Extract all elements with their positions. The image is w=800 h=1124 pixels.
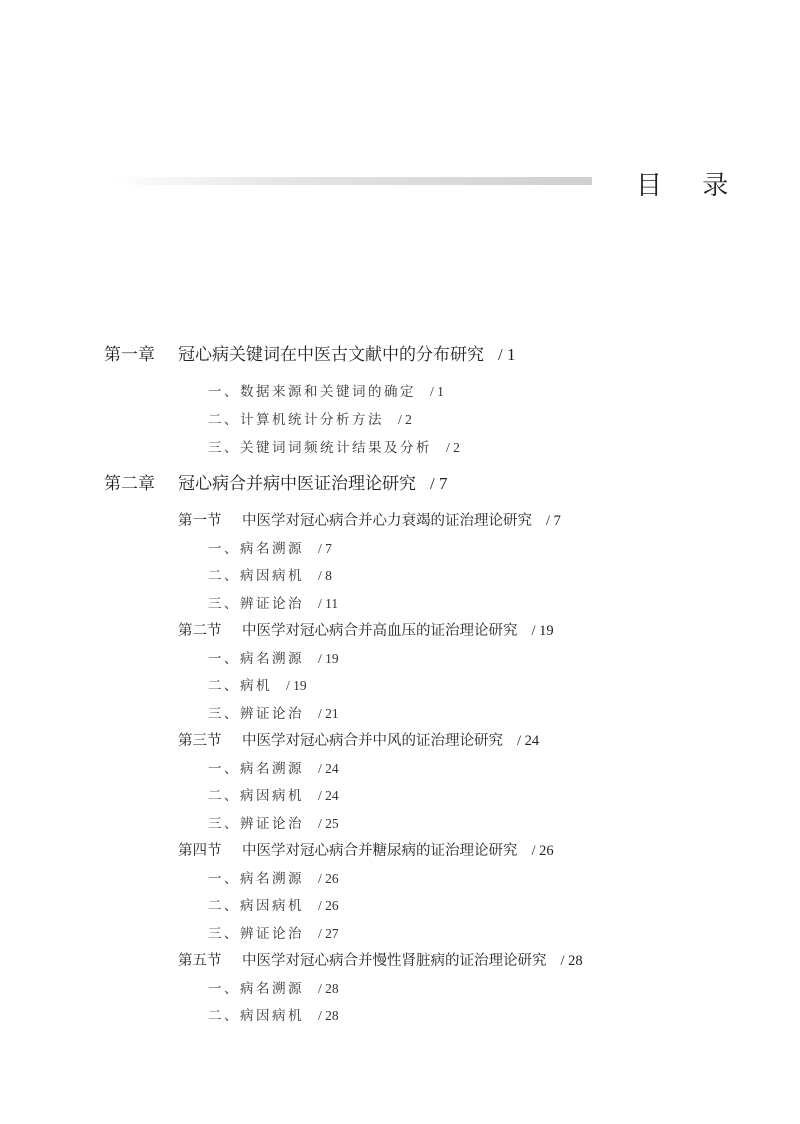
item-title: 二、计算机统计分析方法 xyxy=(208,412,384,428)
page-number: / 27 xyxy=(318,926,339,941)
item-title: 一、数据来源和关键词的确定 xyxy=(208,384,416,400)
toc-section-entry[interactable] xyxy=(178,949,583,970)
item-title: 三、辨证论治 xyxy=(208,596,304,612)
page-number: / 7 xyxy=(430,474,448,493)
section-title: 中医学对冠心病合并糖尿病的证治理论研究 xyxy=(242,843,518,859)
toc-item-entry[interactable] xyxy=(208,757,339,777)
toc-section-entry[interactable] xyxy=(178,619,554,640)
title-decorative-bar xyxy=(108,177,592,185)
page-number: / 26 xyxy=(531,843,554,859)
chapter-title: 冠心病合并病中医证治理论研究 xyxy=(178,474,416,494)
toc-item-entry[interactable] xyxy=(208,436,460,456)
toc-section-entry[interactable] xyxy=(178,509,561,530)
item-title: 一、病名溯源 xyxy=(208,541,304,557)
page-number: / 28 xyxy=(318,981,339,996)
page-number: / 7 xyxy=(546,513,561,529)
item-title: 一、病名溯源 xyxy=(208,761,304,777)
page-number: / 28 xyxy=(560,953,583,969)
section-title: 中医学对冠心病合并中风的证治理论研究 xyxy=(242,733,503,749)
page-number: / 24 xyxy=(318,761,339,776)
item-title: 二、病因病机 xyxy=(208,568,304,584)
toc-section-entry[interactable] xyxy=(178,839,554,860)
chapter-number: 第一章 xyxy=(104,345,155,365)
toc-item-entry[interactable] xyxy=(208,380,444,400)
section-title: 中医学对冠心病合并心力衰竭的证治理论研究 xyxy=(242,513,532,529)
toc-item-entry[interactable] xyxy=(208,894,339,914)
toc-item-entry[interactable] xyxy=(208,592,338,612)
toc-item-entry[interactable] xyxy=(208,702,339,722)
item-title: 三、辨证论治 xyxy=(208,926,304,942)
toc-item-entry[interactable] xyxy=(208,977,339,997)
section-title: 中医学对冠心病合并高血压的证治理论研究 xyxy=(242,623,518,639)
item-title: 三、辨证论治 xyxy=(208,706,304,722)
item-title: 二、病因病机 xyxy=(208,1008,304,1024)
section-number: 第一节 xyxy=(178,513,222,529)
section-title: 中医学对冠心病合并慢性肾脏病的证治理论研究 xyxy=(242,953,547,969)
item-title: 一、病名溯源 xyxy=(208,981,304,997)
item-title: 三、关键词词频统计结果及分析 xyxy=(208,440,432,456)
page-number: / 11 xyxy=(318,596,339,611)
toc-chapter-entry[interactable] xyxy=(104,469,447,494)
toc-item-entry[interactable] xyxy=(208,922,339,942)
page-number: / 26 xyxy=(318,871,339,886)
toc-item-entry[interactable] xyxy=(208,408,412,428)
page-number: / 19 xyxy=(531,623,554,639)
toc-item-entry[interactable] xyxy=(208,867,339,887)
item-title: 一、病名溯源 xyxy=(208,871,304,887)
page-number: / 24 xyxy=(318,788,339,803)
page-number: / 19 xyxy=(286,678,307,693)
toc-chapter-entry[interactable] xyxy=(104,340,515,365)
toc-item-entry[interactable] xyxy=(208,647,339,667)
page-number: / 25 xyxy=(318,816,339,831)
page-number: / 24 xyxy=(517,733,540,749)
page-title: 目 录 xyxy=(636,171,745,201)
page-number: / 8 xyxy=(318,568,332,583)
page-number: / 19 xyxy=(318,651,339,666)
page-number: / 1 xyxy=(430,384,444,399)
section-number: 第四节 xyxy=(178,843,222,859)
chapter-title: 冠心病关键词在中医古文献中的分布研究 xyxy=(178,345,484,365)
section-number: 第三节 xyxy=(178,733,222,749)
item-title: 二、病因病机 xyxy=(208,788,304,804)
page-number: / 1 xyxy=(498,345,516,364)
page-number: / 7 xyxy=(318,541,332,556)
page-number: / 21 xyxy=(318,706,339,721)
toc-item-entry[interactable] xyxy=(208,564,332,584)
page-number: / 26 xyxy=(318,898,339,913)
toc-item-entry[interactable] xyxy=(208,674,307,694)
page-number: / 2 xyxy=(398,412,412,427)
item-title: 一、病名溯源 xyxy=(208,651,304,667)
section-number: 第二节 xyxy=(178,623,222,639)
item-title: 二、病因病机 xyxy=(208,898,304,914)
item-title: 二、病机 xyxy=(208,678,272,694)
toc-item-entry[interactable] xyxy=(208,537,332,557)
toc-item-entry[interactable] xyxy=(208,812,339,832)
item-title: 三、辨证论治 xyxy=(208,816,304,832)
page-number: / 28 xyxy=(318,1008,339,1023)
page-number: / 2 xyxy=(446,440,460,455)
toc-section-entry[interactable] xyxy=(178,729,539,750)
toc-item-entry[interactable] xyxy=(208,784,339,804)
toc-item-entry[interactable] xyxy=(208,1004,339,1024)
section-number: 第五节 xyxy=(178,953,222,969)
chapter-number: 第二章 xyxy=(104,474,155,494)
